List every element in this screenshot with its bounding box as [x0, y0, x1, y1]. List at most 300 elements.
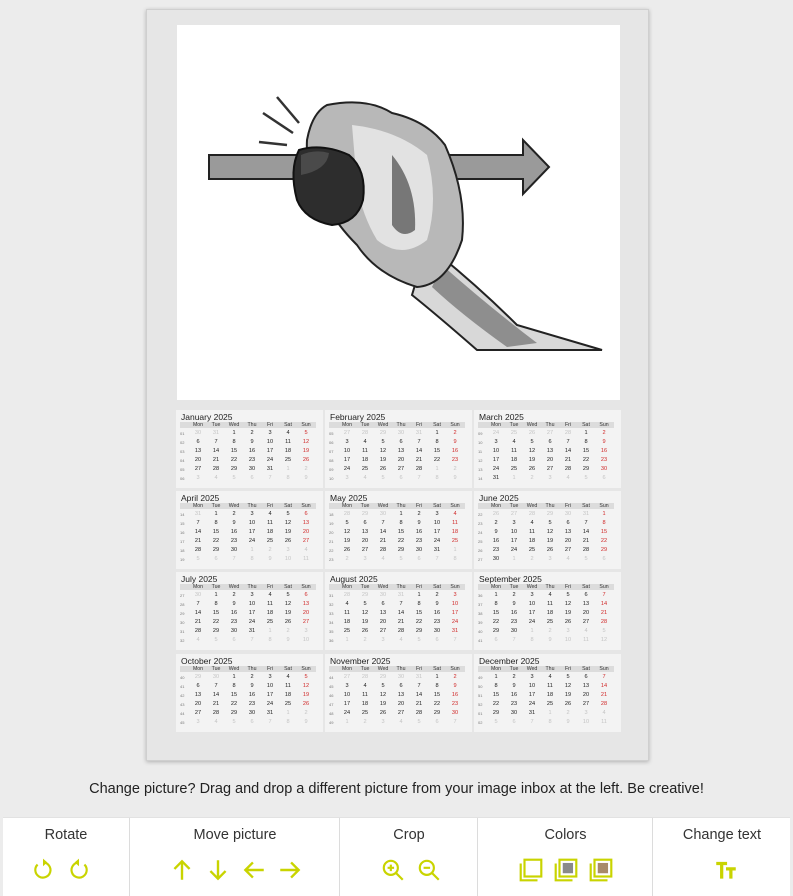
arrow-right-icon [277, 857, 303, 883]
week-number: 23 [329, 556, 334, 562]
calendar-day: 29 [433, 709, 441, 716]
calendar-day: 25 [510, 465, 518, 472]
zoom-out-icon [416, 857, 442, 883]
calendar-day: 1 [494, 673, 498, 680]
calendar-day: 28 [343, 510, 351, 517]
weekday-name: Wed [377, 665, 389, 672]
calendar-day: 18 [361, 700, 369, 707]
rotate-label: Rotate [44, 827, 88, 843]
calendar-day: 28 [361, 673, 369, 680]
weekday-name: Mon [490, 665, 502, 672]
calendar-day: 9 [566, 718, 570, 725]
calendar-day: 11 [267, 519, 273, 526]
calendar-day: 20 [302, 528, 310, 535]
calendar-day: 25 [546, 700, 554, 707]
text-size-button[interactable] [713, 857, 739, 883]
calendar-day: 7 [530, 718, 534, 725]
calendar-day: 24 [266, 700, 274, 707]
calendar-day: 2 [566, 709, 570, 716]
month-title: December 2025 [479, 656, 540, 666]
calendar-day: 7 [566, 438, 570, 445]
calendar-day: 13 [397, 447, 405, 454]
calendar-day: 19 [564, 691, 572, 698]
calendar-day: 6 [232, 636, 236, 643]
calendar-day: 5 [232, 718, 236, 725]
weekday-name: Fri [415, 583, 423, 590]
calendar-day: 16 [600, 447, 608, 454]
calendar-day: 5 [196, 555, 200, 562]
week-number: 21 [329, 538, 334, 544]
calendar-day: 13 [582, 600, 590, 607]
calendar-day: 1 [548, 709, 552, 716]
calendar-day: 16 [230, 528, 238, 535]
calendar-day: 14 [582, 528, 590, 535]
weekday-name: Sat [284, 583, 292, 590]
week-number: 44 [180, 710, 185, 716]
calendar-day: 7 [399, 600, 403, 607]
calendar-day: 5 [417, 636, 421, 643]
calendar-day: 9 [494, 528, 498, 535]
calendar-day: 29 [415, 627, 423, 634]
move-up-button[interactable] [169, 857, 195, 883]
calendar-day: 3 [268, 673, 272, 680]
arrow-up-icon [169, 857, 195, 883]
week-number: 18 [180, 547, 185, 553]
week-number: 43 [180, 701, 185, 707]
calendar-day: 14 [397, 609, 405, 616]
calendar-day: 30 [230, 627, 238, 634]
calendar-day: 28 [194, 546, 202, 553]
weekday-name: Thu [545, 502, 555, 509]
calendar-day: 4 [345, 600, 349, 607]
calendar-day: 9 [232, 600, 236, 607]
calendar-day: 25 [343, 627, 351, 634]
calendar-day: 21 [600, 691, 608, 698]
calendar-day: 23 [230, 537, 238, 544]
calendar-day: 30 [397, 429, 405, 436]
weekday-name: Mon [192, 421, 204, 428]
week-number: 06 [329, 439, 334, 445]
calendar-day: 15 [492, 609, 500, 616]
move-right-button[interactable] [277, 857, 303, 883]
calendar-day: 1 [268, 627, 272, 634]
calendar-day: 7 [196, 519, 200, 526]
calendar-day: 28 [528, 510, 536, 517]
zoom-out-button[interactable] [416, 857, 442, 883]
calendar-day: 15 [230, 447, 238, 454]
weekday-name: Tue [211, 421, 221, 428]
weekday-name: Mon [490, 421, 502, 428]
calendar-day: 31 [451, 627, 459, 634]
calendar-day: 24 [492, 429, 500, 436]
calendar-day: 21 [194, 537, 202, 544]
calendar-day: 21 [415, 456, 423, 463]
week-number: 02 [478, 719, 483, 725]
calendar-day: 31 [582, 510, 590, 517]
calendar-day: 29 [194, 673, 202, 680]
calendar-day: 1 [345, 636, 349, 643]
calendar-day: 21 [564, 456, 572, 463]
rotate-left-icon [30, 857, 56, 883]
calendar-day: 29 [492, 709, 500, 716]
calendar-day: 1 [512, 474, 516, 481]
calendar-day: 4 [584, 627, 588, 634]
calendar-day: 1 [399, 510, 403, 517]
calendar-day: 19 [528, 456, 536, 463]
change-text-group [652, 818, 791, 896]
zoom-in-button[interactable] [380, 857, 406, 883]
crop-group [339, 818, 478, 896]
calendar-day: 30 [248, 709, 256, 716]
calendar-day: 14 [415, 691, 423, 698]
calendar-day: 15 [415, 609, 423, 616]
calendar-day: 16 [230, 609, 238, 616]
change-text-label: Change text [682, 827, 762, 843]
calendar-day: 10 [248, 519, 256, 526]
weekday-name: Wed [228, 502, 240, 509]
calendar-day: 6 [250, 474, 254, 481]
weekday-name: Thu [396, 665, 406, 672]
weekday-name: Tue [509, 421, 519, 428]
week-number: 08 [329, 457, 334, 463]
calendar-day: 12 [302, 682, 310, 689]
calendar-day: 19 [302, 447, 310, 454]
calendar-day: 20 [582, 609, 590, 616]
weekday-name: Sun [450, 502, 460, 509]
calendar-day: 19 [564, 609, 572, 616]
calendar-day: 26 [302, 700, 310, 707]
calendar-day: 29 [379, 429, 387, 436]
calendar-day: 18 [528, 537, 536, 544]
calendar-day: 10 [528, 682, 536, 689]
calendar-day: 26 [343, 546, 351, 553]
week-number: 17 [180, 538, 185, 544]
calendar-day: 25 [266, 618, 274, 625]
calendar-day: 8 [453, 555, 457, 562]
move-picture-label: Move picture [193, 827, 277, 843]
calendar-day: 20 [397, 456, 405, 463]
calendar-day: 1 [494, 591, 498, 598]
weekday-name: Mon [192, 665, 204, 672]
calendar-page [146, 9, 649, 761]
calendar-day: 5 [584, 555, 588, 562]
calendar-day: 12 [302, 438, 310, 445]
month-title: July 2025 [181, 574, 218, 584]
weekday-name: Thu [396, 502, 406, 509]
calendar-day: 26 [284, 618, 292, 625]
calendar-day: 8 [548, 718, 552, 725]
weekday-name: Fri [564, 665, 572, 672]
calendar-day: 18 [510, 456, 518, 463]
month-block [176, 491, 323, 569]
month-block [474, 491, 621, 569]
week-number: 01 [180, 430, 185, 436]
calendar-day: 10 [451, 600, 459, 607]
calendar-day: 6 [304, 591, 308, 598]
calendar-day: 12 [546, 528, 554, 535]
weekday-name: Sat [433, 421, 441, 428]
weekday-name: Mon [490, 502, 502, 509]
calendar-day: 31 [194, 510, 202, 517]
calendar-day: 29 [212, 627, 220, 634]
calendar-day: 4 [602, 709, 606, 716]
calendar-day: 15 [212, 609, 220, 616]
calendar-day: 14 [194, 609, 202, 616]
weekday-name: Wed [228, 665, 240, 672]
rotate-left-button[interactable] [30, 857, 56, 883]
calendar-day: 17 [248, 609, 256, 616]
instruction-text: Change picture? Drag and drop a different picture from your image inbox at the left. Be creative! [89, 781, 704, 797]
calendar-day: 16 [248, 447, 256, 454]
weekday-name: Sun [301, 502, 311, 509]
calendar-day: 29 [546, 510, 554, 517]
calendar-day: 27 [546, 429, 554, 436]
calendar-day: 3 [453, 591, 457, 598]
week-number: 40 [180, 674, 185, 680]
calendar-day: 15 [433, 691, 441, 698]
calendar-day: 12 [564, 682, 572, 689]
calendar-day: 9 [548, 636, 552, 643]
week-number: 41 [180, 683, 185, 689]
calendar-day: 18 [284, 691, 292, 698]
calendar-day: 24 [248, 537, 256, 544]
calendar-day: 8 [494, 682, 498, 689]
weekday-name: Fri [415, 502, 423, 509]
calendar-day: 17 [528, 609, 536, 616]
month-block [325, 572, 472, 650]
rotate-group [3, 818, 129, 896]
calendar-day: 2 [530, 555, 534, 562]
weekday-name: Sun [450, 421, 460, 428]
week-number: 32 [180, 637, 185, 643]
calendar-day: 5 [214, 636, 218, 643]
calendar-day: 8 [602, 519, 606, 526]
week-number: 41 [478, 637, 483, 643]
calendar-day: 2 [250, 673, 254, 680]
calendar-day: 5 [381, 474, 385, 481]
calendar-day: 3 [345, 682, 349, 689]
calendar-day: 7 [268, 474, 272, 481]
calendar-day: 2 [363, 636, 367, 643]
calendar-day: 7 [250, 636, 254, 643]
calendar-day: 1 [214, 591, 218, 598]
calendar-day: 24 [343, 709, 351, 716]
calendar-day: 5 [399, 555, 403, 562]
calendar-day: 23 [600, 456, 608, 463]
calendar-day: 7 [196, 600, 200, 607]
weekday-name: Tue [509, 583, 519, 590]
calendar-day: 6 [363, 519, 367, 526]
calendar-day: 24 [248, 618, 256, 625]
weekday-name: Mon [341, 502, 353, 509]
calendar-day: 22 [212, 537, 220, 544]
calendar-day: 15 [600, 528, 608, 535]
calendar-day: 7 [435, 555, 439, 562]
calendar-day: 27 [302, 537, 310, 544]
calendar-day: 19 [302, 691, 310, 698]
week-number: 45 [180, 719, 185, 725]
calendar-day: 16 [433, 609, 441, 616]
week-number: 05 [329, 430, 334, 436]
weekday-name: Sun [599, 665, 609, 672]
calendar-day: 21 [379, 537, 387, 544]
calendar-day: 1 [286, 709, 290, 716]
arrow-left-icon [241, 857, 267, 883]
calendar-day: 10 [302, 636, 310, 643]
calendar-day: 30 [433, 627, 441, 634]
calendar-day: 4 [363, 438, 367, 445]
calendar-day: 31 [415, 429, 423, 436]
calendar-day: 14 [194, 528, 202, 535]
week-number: 14 [478, 475, 483, 481]
week-number: 01 [478, 710, 483, 716]
calendar-day: 6 [548, 438, 552, 445]
calendar-day: 11 [547, 682, 553, 689]
calendar-day: 30 [212, 673, 220, 680]
weekday-name: Tue [360, 502, 370, 509]
calendar-day: 4 [399, 636, 403, 643]
calendar-day: 19 [284, 609, 292, 616]
calendar-day: 27 [302, 618, 310, 625]
calendar-day: 3 [381, 636, 385, 643]
calendar-day: 27 [582, 618, 590, 625]
calendar-day: 2 [530, 474, 534, 481]
week-number: 03 [180, 448, 185, 454]
calendar-day: 1 [345, 718, 349, 725]
frame-none-button[interactable] [518, 857, 544, 883]
calendar-day: 13 [582, 682, 590, 689]
calendar-day: 12 [379, 691, 387, 698]
calendar-day: 18 [343, 618, 351, 625]
calendar-day: 9 [453, 682, 457, 689]
calendar-day: 30 [397, 673, 405, 680]
weekday-name: Wed [526, 421, 538, 428]
calendar-day: 25 [451, 537, 459, 544]
calendar-day: 10 [528, 600, 536, 607]
weekday-name: Wed [377, 421, 389, 428]
week-number: 24 [478, 529, 483, 535]
weekday-name: Thu [396, 583, 406, 590]
week-number: 19 [180, 556, 185, 562]
frame-gray-button[interactable] [553, 857, 579, 883]
month-title: June 2025 [479, 493, 519, 503]
calendar-day: 30 [194, 429, 202, 436]
calendar-day: 11 [511, 447, 517, 454]
calendar-day: 28 [564, 429, 572, 436]
calendar-day: 27 [510, 510, 518, 517]
calendar-day: 27 [564, 546, 572, 553]
calendar-day: 25 [546, 618, 554, 625]
calendar-day: 1 [417, 591, 421, 598]
move-left-button[interactable] [241, 857, 267, 883]
calendar-day: 23 [433, 618, 441, 625]
calendar-day: 16 [510, 609, 518, 616]
calendar-photo[interactable] [177, 25, 620, 400]
calendar-day: 22 [433, 700, 441, 707]
calendar-day: 17 [266, 691, 274, 698]
calendar-day: 23 [451, 456, 459, 463]
calendar-day: 15 [582, 447, 590, 454]
calendar-day: 4 [268, 591, 272, 598]
calendar-day: 6 [399, 438, 403, 445]
calendar-day: 22 [212, 618, 220, 625]
calendar-day: 8 [250, 555, 254, 562]
calendar-day: 29 [492, 627, 500, 634]
week-number: 31 [180, 628, 185, 634]
calendar-day: 6 [417, 555, 421, 562]
calendar-day: 18 [546, 691, 554, 698]
calendar-day: 11 [601, 718, 607, 725]
calendar-day: 7 [268, 718, 272, 725]
week-number: 36 [478, 592, 483, 598]
frame-sepia-button[interactable] [588, 857, 614, 883]
calendar-day: 14 [212, 447, 220, 454]
weekday-name: Sat [582, 583, 590, 590]
calendar-day: 11 [529, 528, 535, 535]
calendar-day: 20 [361, 537, 369, 544]
calendar-day: 10 [564, 636, 572, 643]
calendar-day: 10 [248, 600, 256, 607]
calendar-day: 3 [530, 673, 534, 680]
calendar-day: 5 [602, 627, 606, 634]
calendar-day: 18 [451, 528, 459, 535]
calendar-day: 23 [492, 546, 500, 553]
calendar-day: 2 [453, 429, 457, 436]
calendar-day: 7 [584, 519, 588, 526]
calendar-day: 31 [492, 474, 500, 481]
calendar-day: 4 [381, 555, 385, 562]
calendar-day: 25 [361, 709, 369, 716]
calendar-day: 27 [397, 465, 405, 472]
weekday-name: Wed [526, 665, 538, 672]
calendar-day: 23 [230, 618, 238, 625]
calendar-day: 2 [512, 673, 516, 680]
calendar-day: 6 [584, 673, 588, 680]
calendar-day: 8 [494, 600, 498, 607]
calendar-day: 28 [564, 465, 572, 472]
calendar-day: 16 [451, 447, 459, 454]
calendar-day: 13 [194, 447, 202, 454]
calendar-day: 10 [266, 438, 274, 445]
weekday-name: Sun [599, 502, 609, 509]
calendar-day: 30 [415, 546, 423, 553]
weekday-name: Thu [247, 583, 257, 590]
calendar-day: 27 [397, 709, 405, 716]
calendar-day: 28 [361, 429, 369, 436]
calendar-day: 13 [194, 691, 202, 698]
calendar-day: 1 [530, 627, 534, 634]
move-down-button[interactable] [205, 857, 231, 883]
week-number: 23 [478, 520, 483, 526]
calendar-day: 5 [417, 718, 421, 725]
calendar-day: 19 [284, 528, 292, 535]
calendar-day: 29 [379, 673, 387, 680]
rotate-right-button[interactable] [66, 857, 92, 883]
calendar-day: 29 [361, 510, 369, 517]
calendar-day: 15 [433, 447, 441, 454]
calendar-day: 18 [266, 609, 274, 616]
calendar-day: 22 [230, 456, 238, 463]
weekday-name: Sat [582, 502, 590, 509]
calendar-day: 17 [343, 700, 351, 707]
calendar-day: 28 [415, 465, 423, 472]
calendar-day: 24 [528, 618, 536, 625]
calendar-day: 2 [548, 627, 552, 634]
weekday-name: Sat [582, 421, 590, 428]
weekday-name: Tue [509, 665, 519, 672]
calendar-day: 13 [302, 600, 310, 607]
calendar-day: 21 [582, 537, 590, 544]
